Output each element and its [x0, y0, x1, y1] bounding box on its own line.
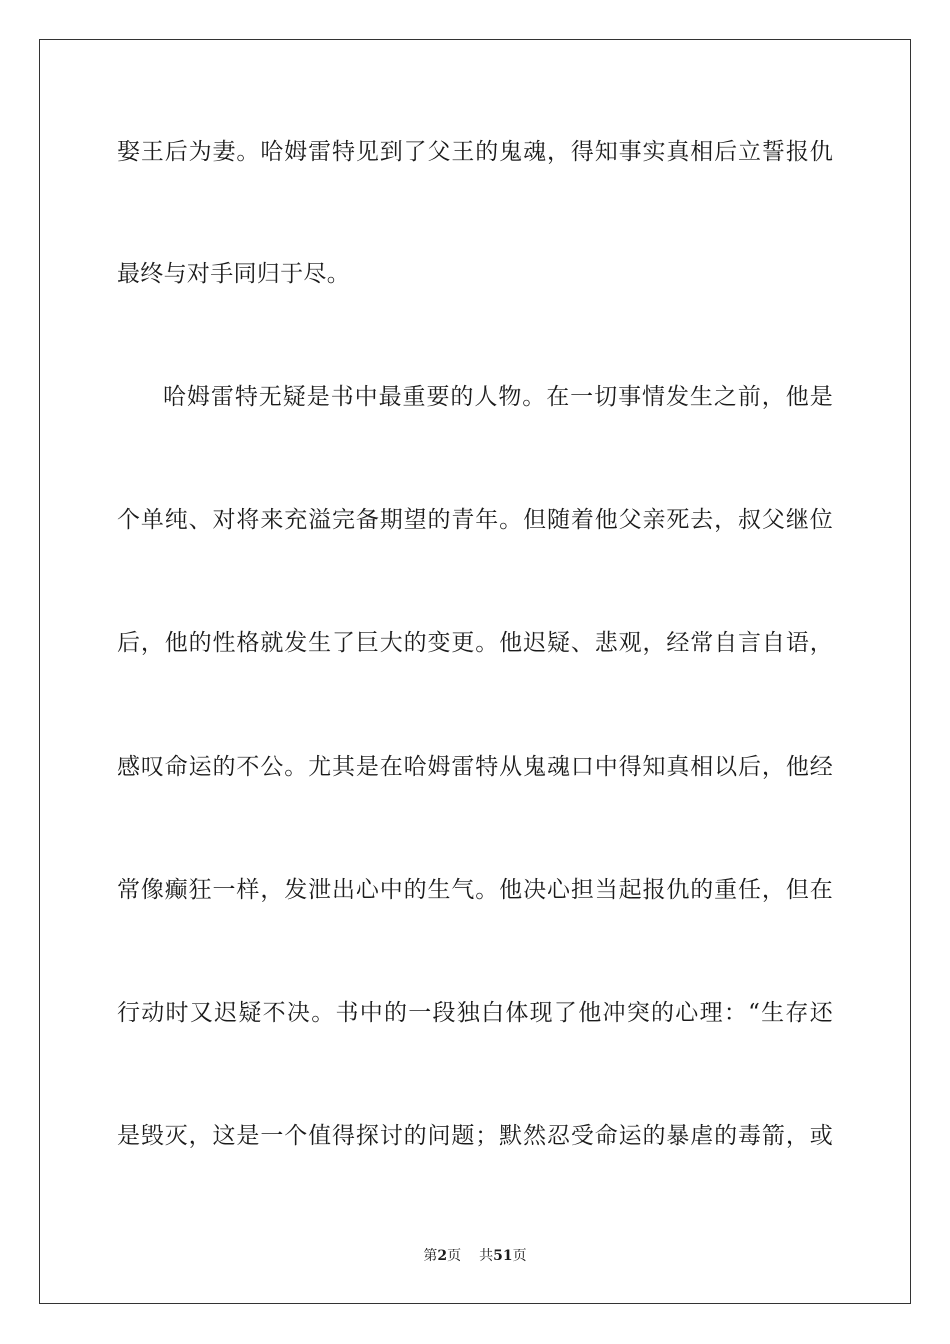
- page-frame: [39, 39, 911, 1304]
- page-footer: [0, 1246, 950, 1266]
- text-line-6: 感叹命运的不公。尤其是在哈姆雷特从鬼魂口中得知真相以后，他经: [117, 754, 833, 780]
- text-line-3: 哈姆雷特无疑是书中最重要的人物。在一切事情发生之前，他是: [163, 384, 833, 410]
- total-prefix: 共: [479, 1248, 494, 1264]
- text-line-2: 最终与对手同归于尽。: [117, 261, 350, 287]
- text-line-8: 行动时又迟疑不决。书中的一段独白体现了他冲突的心理：“生存还: [117, 1000, 833, 1026]
- text-line-4: 个单纯、对将来充溢完备期望的青年。但随着他父亲死去，叔父继位: [117, 507, 833, 533]
- text-line-7: 常像癫狂一样，发泄出心中的生气。他决心担当起报仇的重任，但在: [117, 877, 833, 903]
- page-number: 2: [437, 1248, 448, 1264]
- text-line-1: 娶王后为妻。哈姆雷特见到了父王的鬼魂，得知事实真相后立誓报仇: [117, 139, 833, 165]
- page-suffix: 页: [447, 1248, 462, 1264]
- text-line-9: 是毁灭，这是一个值得探讨的问题；默然忍受命运的暴虐的毒箭，或: [117, 1123, 833, 1149]
- page-prefix: 第: [423, 1248, 438, 1264]
- total-pages: 51: [493, 1248, 513, 1264]
- text-line-5: 后，他的性格就发生了巨大的变更。他迟疑、悲观，经常自言自语，: [117, 630, 833, 656]
- total-suffix: 页: [512, 1248, 527, 1264]
